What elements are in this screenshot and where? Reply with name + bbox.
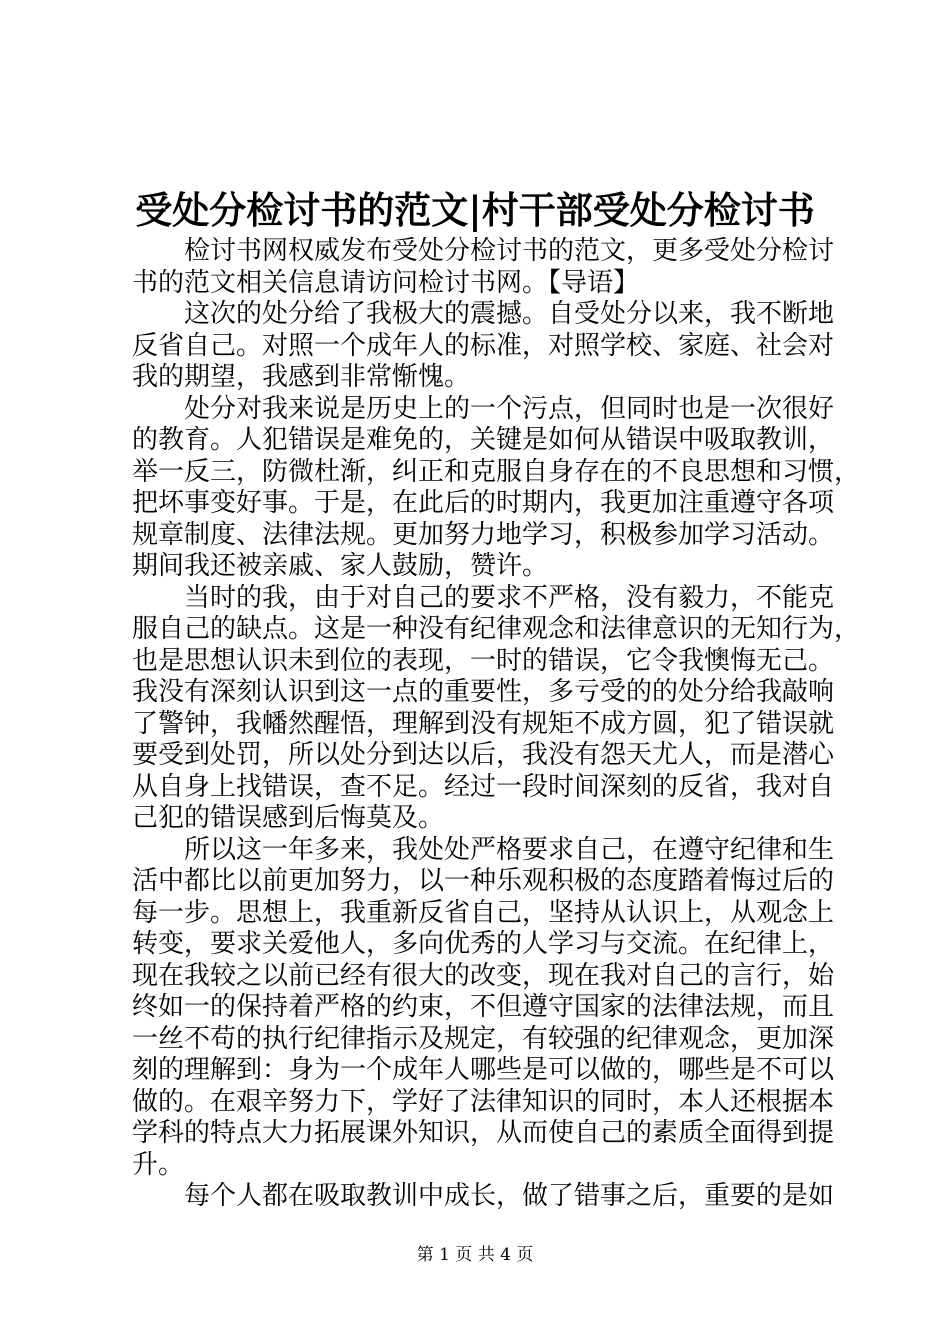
paragraph-line: 我的期望，我感到非常惭愧。 [132, 362, 471, 392]
paragraph-line: 了警钟，我幡然醒悟，理解到没有规矩不成方圆，犯了错误就 [132, 708, 835, 739]
paragraph-line: 学科的特点大力拓展课外知识，从而使自己的素质全面得到提 [132, 1118, 835, 1148]
paragraph-line: 从自身上找错误，查不足。经过一段时间深刻的反省，我对自 [132, 771, 835, 802]
document-title: 受处分检讨书的范文|村干部受处分检讨书 [135, 188, 815, 232]
paragraph-line: 当时的我，由于对自己的要求不严格，没有毅力，不能克 [184, 582, 835, 613]
paragraph-line: 每个人都在吸取教训中成长，做了错事之后，重要的是如 [184, 1181, 835, 1211]
paragraph-line: 规章制度、法律法规。更加努力地学习，积极参加学习活动。 [132, 519, 835, 550]
paragraph-line: 书的范文相关信息请访问检讨书网。【导语】 [132, 267, 640, 298]
paragraph-line: 反省自己。对照一个成年人的标准，对照学校、家庭、社会对 [132, 330, 835, 361]
paragraph-line: 转变，要求关爱他人，多向优秀的人学习与交流。在纪律上， [132, 929, 835, 959]
paragraph-line: 每一步。思想上，我重新反省自己，坚持从认识上，从观念上 [132, 897, 835, 928]
paragraph-line: 一丝不苟的执行纪律指示及规定，有较强的纪律观念，更加深 [132, 1023, 835, 1054]
body-paragraph [132, 1181, 835, 1213]
paragraph-line: 举一反三，防微杜渐，纠正和克服自身存在的不良思想和习惯， [132, 456, 861, 487]
paragraph-line: 刻的理解到：身为一个成年人哪些是可以做的，哪些是不可以 [132, 1055, 835, 1085]
body-paragraph [132, 834, 835, 1182]
paragraph-line: 所以这一年多来，我处处严格要求自己，在遵守纪律和生 [184, 834, 835, 865]
paragraph-line: 我没有深刻认识到这一点的重要性，多亏受的的处分给我敲响 [132, 677, 835, 707]
body-paragraph [132, 582, 861, 835]
paragraph-line: 期间我还被亲戚、家人鼓励，赞许。 [132, 551, 549, 581]
paragraph-line: 现在我较之以前已经有很大的改变，现在我对自己的言行，始 [132, 960, 835, 991]
body-paragraph [132, 299, 835, 394]
document-body [132, 236, 861, 1213]
paragraph-line: 做的。在艰辛努力下，学好了法律知识的同时，本人还根据本 [132, 1086, 835, 1117]
paragraph-line: 检讨书网权威发布受处分检讨书的范文，更多受处分检讨 [184, 236, 835, 266]
body-paragraph [132, 393, 861, 583]
paragraph-line: 的教育。人犯错误是难免的，关键是如何从错误中吸取教训， [132, 425, 835, 455]
paragraph-line: 己犯的错误感到后悔莫及。 [132, 803, 445, 833]
paragraph-line: 终如一的保持着严格的约束，不但遵守国家的法律法规，而且 [132, 992, 835, 1022]
paragraph-line: 活中都比以前更加努力，以一种乐观积极的态度踏着悔过后的 [132, 866, 835, 896]
paragraph-line: 把坏事变好事。于是，在此后的时期内，我更加注重遵守各项 [132, 488, 835, 518]
paragraph-line: 要受到处罚，所以处分到达以后，我没有怨天尤人，而是潜心 [132, 740, 835, 770]
page-number-footer: 第 1 页 共 4 页 [416, 1245, 534, 1265]
paragraph-line: 处分对我来说是历史上的一个污点，但同时也是一次很好 [184, 393, 835, 424]
paragraph-line: 这次的处分给了我极大的震撼。自受处分以来，我不断地 [184, 299, 835, 329]
paragraph-line: 也是思想认识未到位的表现，一时的错误，它令我懊悔无己。 [132, 645, 835, 676]
body-paragraph [132, 236, 835, 299]
paragraph-line: 服自己的缺点。这是一种没有纪律观念和法律意识的无知行为， [132, 614, 861, 644]
paragraph-line: 升。 [132, 1149, 185, 1180]
